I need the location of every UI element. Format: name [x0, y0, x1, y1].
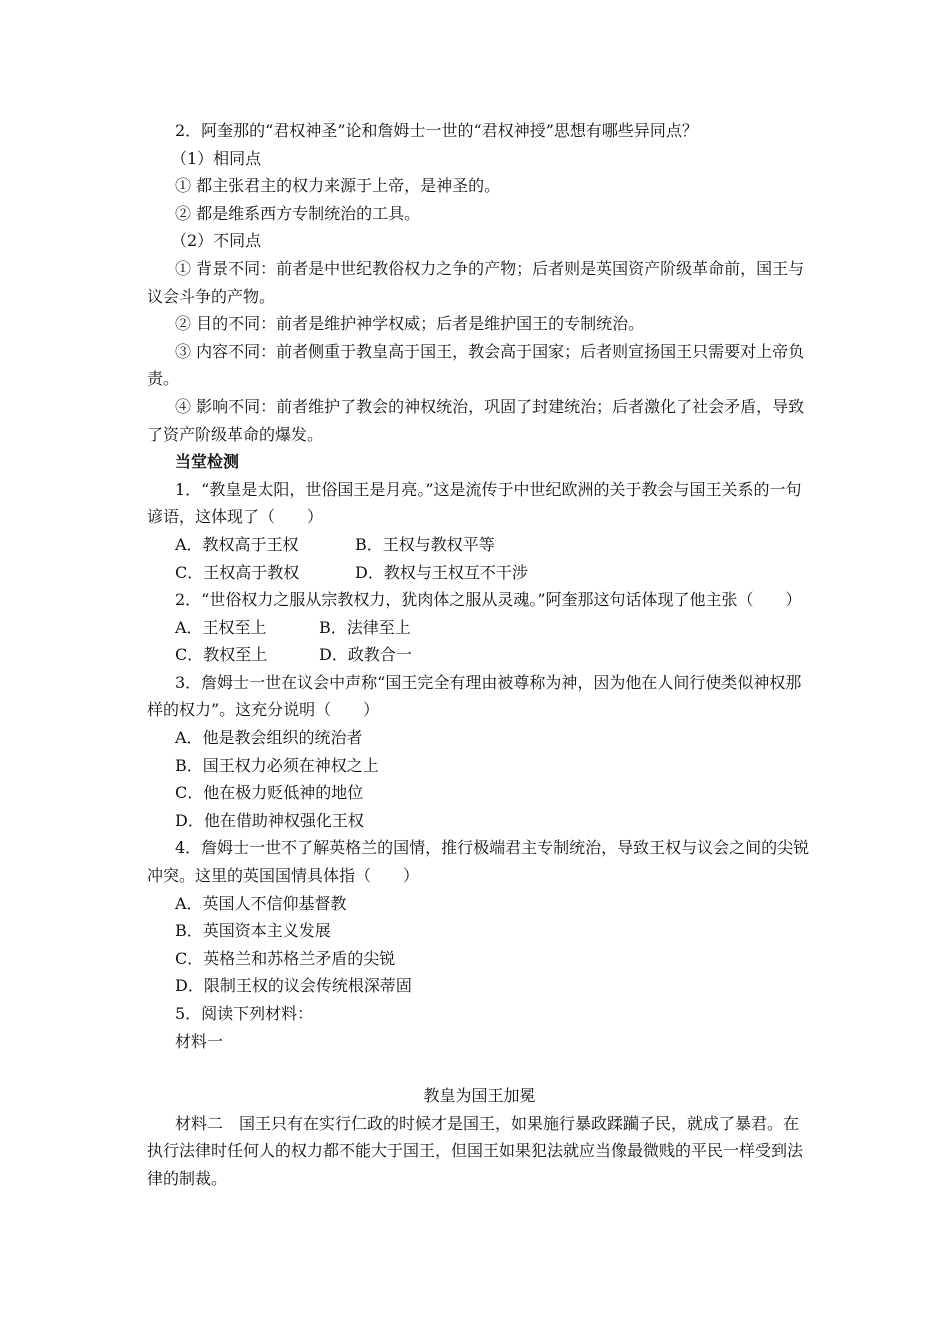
quiz-q1-option-a: A．教权高于王权 — [175, 534, 299, 554]
quiz-q1-text: 1．“教皇是太阳，世俗国王是月亮。”这是流传于中世纪欧洲的关于教会与国王关系的一句谚语，这体现了（ ） — [147, 479, 802, 527]
same-points-heading: （1）相同点 — [171, 148, 262, 168]
diff-point-2: ② 目的不同：前者是维护神学权威；后者是维护国王的专制统治。 — [175, 314, 645, 334]
diff-point-3: ③ 内容不同：前者侧重于教皇高于国王，教会高于国家；后者则宣扬国王只需要对上帝负责。 — [147, 341, 805, 389]
quiz-q3-option-d: D．他在借助神权强化王权 — [175, 810, 364, 830]
quiz-q2-text: 2．“世俗权力之服从宗教权力，犹肉体之服从灵魂。”阿奎那这句话体现了他主张（ ） — [175, 590, 802, 610]
question-2-title: 2．阿奎那的“君权神圣”论和詹姆士一世的“君权神授”思想有哪些异同点？ — [175, 121, 698, 140]
quiz-q1-option-b: B．王权与教权平等 — [355, 534, 495, 554]
quiz-q4-option-a: A．英国人不信仰基督教 — [175, 893, 347, 913]
material-2-text: 材料二 国王只有在实行仁政的时候才是国王，如果施行暴政蹂躏子民，就成了暴君。在执行法律时任何人的权力都不能大于国王，但国王如果犯法就应当像最微贱的平民一样受到法律的制裁。 — [147, 1113, 804, 1188]
quiz-q4-option-b: B．英国资本主义发展 — [175, 921, 331, 941]
quiz-q5-text: 5．阅读下列材料： — [175, 1004, 314, 1023]
quiz-q2-option-b: B．法律至上 — [319, 617, 411, 637]
quiz-q1-options-row-1 — [147, 531, 812, 559]
question-2-section — [147, 117, 812, 1193]
quiz-q1-option-d: D．教权与王权互不干涉 — [355, 562, 528, 582]
quiz-q3-option-b: B．国王权力必须在神权之上 — [175, 755, 379, 775]
quiz-q2-options-row-1 — [147, 614, 812, 642]
quiz-q2-option-d: D．政教合一 — [319, 645, 412, 665]
material-1-image-space — [147, 1055, 812, 1082]
quiz-q3-option-a: A．他是教会组织的统治者 — [175, 728, 363, 748]
quiz-q2-option-c: C．教权至上 — [175, 645, 268, 665]
diff-point-4: ④ 影响不同：前者维护了教会的神权统治，巩固了封建统治；后者激化了社会矛盾，导致了资产阶级革命的爆发。 — [147, 396, 805, 444]
quiz-q4-option-d: D．限制王权的议会传统根深蒂固 — [175, 976, 412, 996]
material-1-label: 材料一 — [175, 1031, 224, 1051]
quiz-q2-option-a: A．王权至上 — [175, 617, 267, 637]
same-point-1: ① 都主张君主的权力来源于上帝，是神圣的。 — [175, 176, 501, 196]
quiz-q4-text: 4．詹姆士一世不了解英格兰的国情，推行极端君主专制统治，导致王权与议会之间的尖锐冲突。这里的英国国情具体指（ ） — [147, 838, 810, 886]
quiz-heading: 当堂检测 — [175, 452, 240, 472]
diff-point-1: ① 背景不同：前者是中世纪教俗权力之争的产物；后者则是英国资产阶级革命前，国王与议会斗争的产物。 — [147, 258, 805, 306]
quiz-q1-option-c: C．王权高于教权 — [175, 562, 300, 582]
quiz-q2-options-row-2 — [147, 641, 812, 669]
same-point-2: ② 都是维系西方专制统治的工具。 — [175, 203, 421, 223]
quiz-q3-option-c: C．他在极力贬低神的地位 — [175, 783, 364, 803]
quiz-q1-options-row-2 — [147, 559, 812, 587]
diff-points-heading: （2）不同点 — [171, 231, 262, 251]
quiz-q4-option-c: C．英格兰和苏格兰矛盾的尖锐 — [175, 948, 396, 968]
quiz-q3-text: 3．詹姆士一世在议会中声称“国王完全有理由被尊称为神，因为他在人间行使类似神权那样的权力”。这充分说明（ ） — [147, 672, 802, 720]
image-caption: 教皇为国王加冕 — [423, 1086, 536, 1106]
